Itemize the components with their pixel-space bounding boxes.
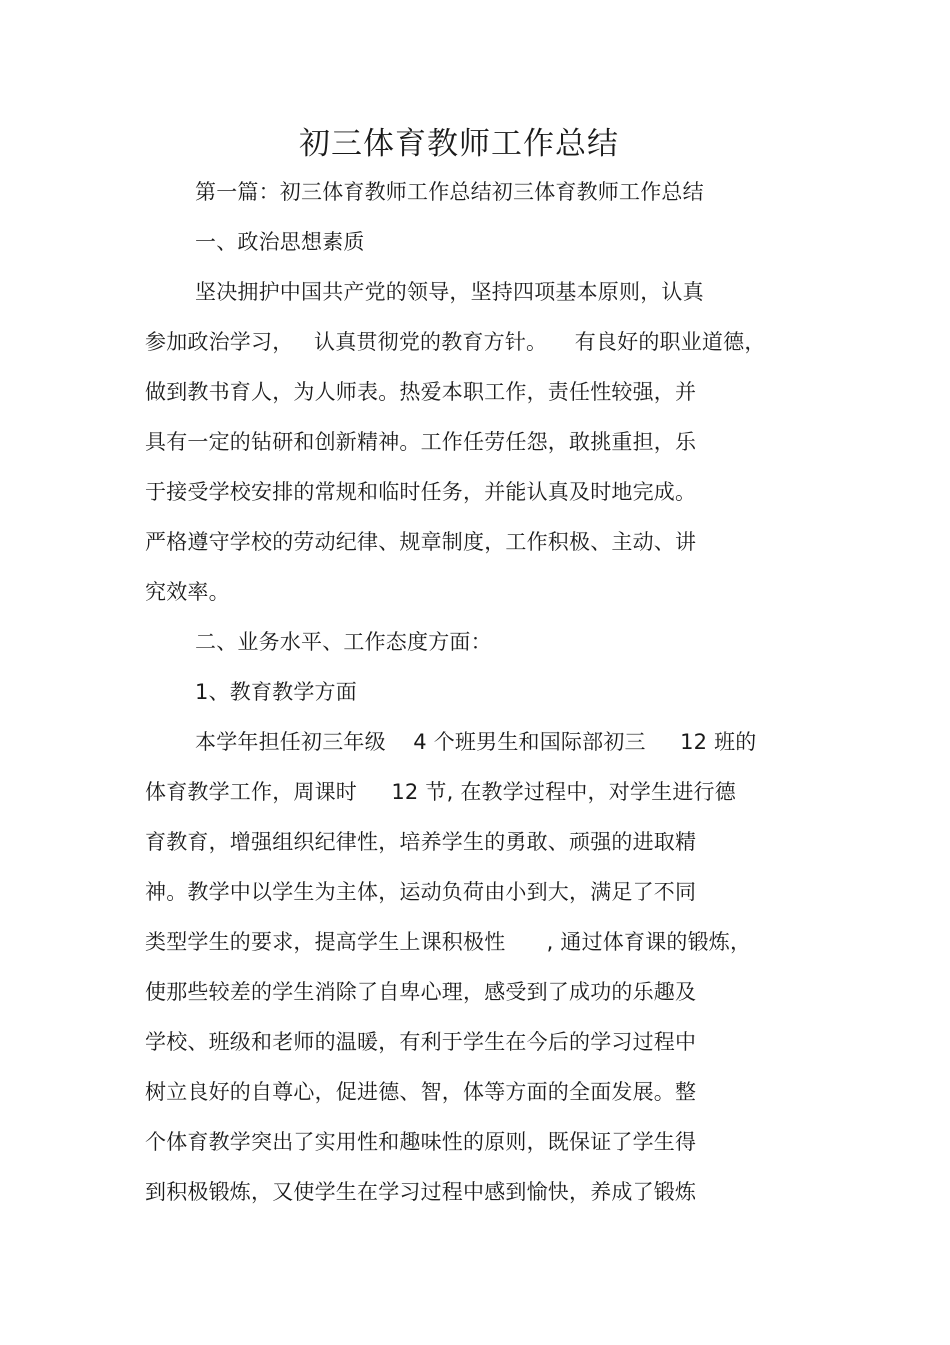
paragraph-line: 坚决拥护中国共产党的领导，坚持四项基本原则，认真	[195, 280, 704, 304]
paragraph-line: 于接受学校安排的常规和临时任务，并能认真及时地完成。	[145, 480, 697, 504]
paragraph-line: 参加政治学习， 认真贯彻党的教育方针。 有良好的职业道德，	[145, 330, 766, 354]
paragraph-line: 神。教学中以学生为主体，运动负荷由小到大，满足了不同	[145, 880, 697, 904]
paragraph-line: 做到教书育人，为人师表。热爱本职工作，责任性较强，并	[145, 380, 697, 404]
paragraph-line: 体育教学工作，周课时 12 节, 在教学过程中，对学生进行德	[145, 780, 736, 804]
paragraph-line: 类型学生的要求，提高学生上课积极性 , 通过体育课的锻炼，	[145, 930, 752, 954]
paragraph-line: 育教育，增强组织纪律性，培养学生的勇敢、顽强的进取精	[145, 830, 697, 854]
section-heading: 一、政治思想素质	[195, 230, 365, 254]
paragraph-line: 树立良好的自尊心，促进德、智，体等方面的全面发展。整	[145, 1080, 697, 1104]
paragraph-line: 到积极锻炼，又使学生在学习过程中感到愉快，养成了锻炼	[145, 1180, 697, 1204]
paragraph-line: 严格遵守学校的劳动纪律、规章制度，工作积极、主动、讲	[145, 530, 697, 554]
paragraph-line: 本学年担任初三年级 4 个班男生和国际部初三 12 班的	[195, 730, 757, 754]
section-heading: 二、业务水平、工作态度方面：	[195, 630, 492, 654]
subsection-heading: 1、教育教学方面	[195, 680, 357, 704]
paragraph-line: 个体育教学突出了实用性和趣味性的原则，既保证了学生得	[145, 1130, 697, 1154]
paragraph-line: 具有一定的钻研和创新精神。工作任劳任怨，敢挑重担，乐	[145, 430, 697, 454]
paragraph-line: 使那些较差的学生消除了自卑心理，感受到了成功的乐趣及	[145, 980, 697, 1004]
paragraph-line: 学校、班级和老师的温暖，有利于学生在今后的学习过程中	[145, 1030, 697, 1054]
section-heading: 第一篇：初三体育教师工作总结初三体育教师工作总结	[195, 180, 704, 204]
paragraph-line: 究效率。	[145, 580, 230, 604]
document-title: 初三体育教师工作总结	[299, 126, 619, 162]
